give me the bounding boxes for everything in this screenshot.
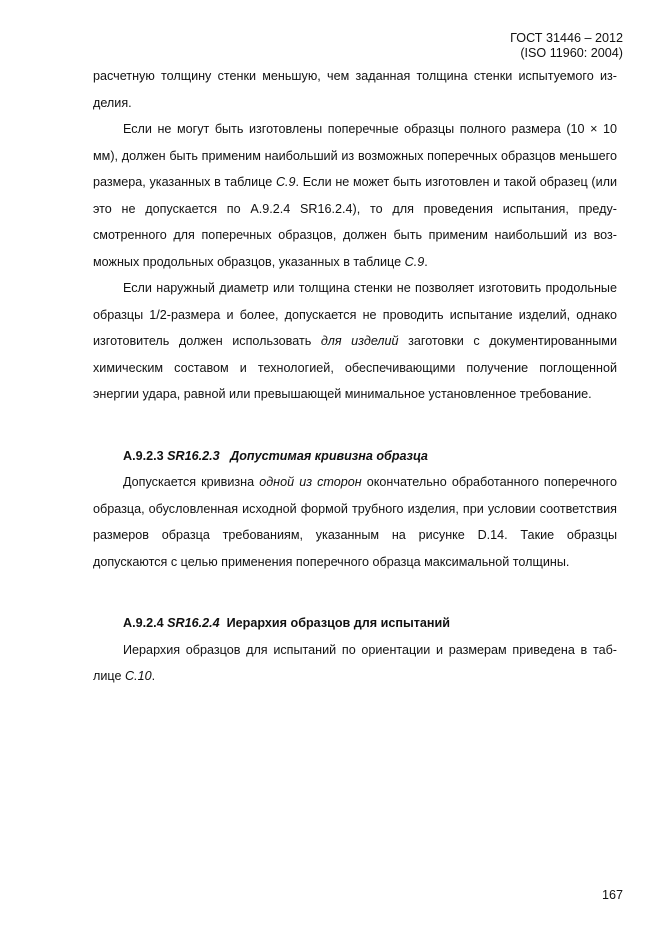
section-number: А.9.2.3 [123,448,164,463]
document-header [510,31,623,61]
table-reference: С.9 [404,254,425,269]
standard-number: ГОСТ 31446 – 2012 [510,31,623,45]
paragraph-transverse-samples: Если не могут быть изготовлены поперечные образцы полного размера (10 × 10 мм), должен быть применим наибольший из возможных поперечных образцов меньшего размера, указанных в таблице С.9. Если не может быть изготовлен и такой образец (или это не допускается по А.9.2.4 SR16.2.4), то для проведения испытания, предусмотренного для поперечных образцов, должен быть применим наибольший из возможных продольных образцов, указанных в таблице С.9. [93,122,618,269]
section-code: SR16.2.3 [167,448,220,463]
paragraph-continuation: расчетную толщину стенки меньшую, чем заданная толщина стенки испытуемого изделия. [93,69,617,110]
table-reference: С.9 [275,175,296,189]
iso-reference: (ISO 11960: 2004) [520,46,623,60]
section-title: Допустимая кривизна образца [230,448,428,463]
paragraph-longitudinal-samples: Если наружный диаметр или толщина стенки не позволяет изготовить продольные образцы 1/2-размера и более, допускается не проводить испытание изделий, однако изготовитель должен использовать для изделий заготовки с документированными химическим составом и технологией, обеспечивающими получение поглощенной энергии удара, равной или превышающей минимальное установленное требование. [93,281,617,401]
section-code: SR16.2.4 [167,616,220,630]
page-number: 167 [601,888,623,902]
paragraph-curvature: Допускается кривизна одной из сторон окончательно обработанного поперечного образца, обусловленная исходной формой трубного изделия, при условии соответствия размеров образца требованиям, указанным на рисунке D.14. Такие образцы допускаются с целью применения поперечного образца максимальной толщины. [93,475,617,569]
table-reference: С.10 [124,669,152,683]
paragraph-hierarchy: Иерархия образцов для испытаний по ориентации и размерам приведена в таблице С.10. [93,642,617,683]
section-title: Иерархия образцов для испытаний [226,616,450,630]
emphasis-text: одной из сторон [259,475,362,489]
section-heading-a923 [93,443,617,470]
emphasis-text: для изделий [320,334,399,348]
section-number: А.9.2.4 [123,616,164,630]
section-heading-a924 [93,610,617,637]
page-content [93,63,617,690]
